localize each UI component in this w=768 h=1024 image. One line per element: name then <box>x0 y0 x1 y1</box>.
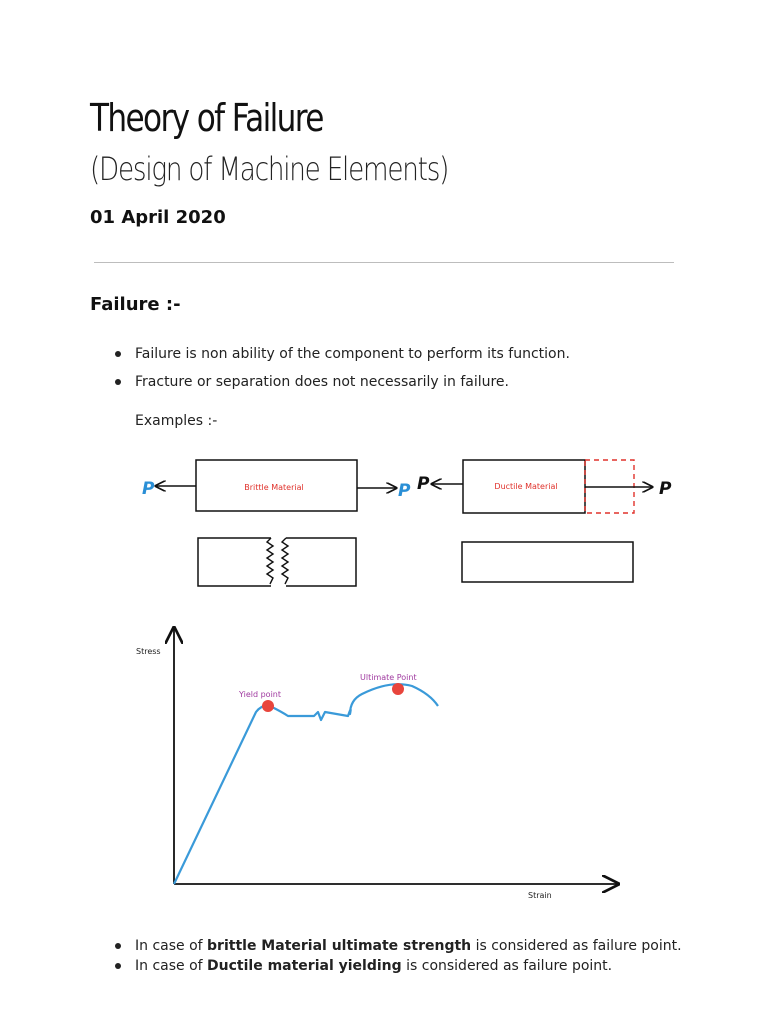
list-item: In case of brittle Material ultimate strength is considered as failure point. <box>112 936 682 956</box>
emphasis: Ductile material yielding <box>207 958 402 974</box>
section-heading: Failure :- <box>90 294 181 315</box>
load-symbol-brittle-right: P <box>398 481 411 501</box>
x-axis-label: Strain <box>528 891 552 900</box>
page-subtitle: (Design of Machine Elements) <box>90 150 449 188</box>
load-symbol-brittle-left: P <box>142 479 155 499</box>
yield-point-marker <box>262 700 274 712</box>
conclusion-list <box>112 936 682 976</box>
page-date: 01 April 2020 <box>90 207 226 228</box>
yield-point-label: Yield point <box>239 690 281 699</box>
stress-strain-curve <box>174 684 438 884</box>
ultimate-point-marker <box>392 683 404 695</box>
brittle-material-label: Brittle Material <box>244 483 304 492</box>
list-item: Failure is non ability of the component to perform its function. <box>112 344 570 372</box>
page-title: Theory of Failure <box>90 96 323 140</box>
ultimate-point-label: Ultimate Point <box>360 673 417 682</box>
load-symbol-ductile-right: P <box>659 479 672 499</box>
examples-label: Examples :- <box>135 413 218 429</box>
load-symbol-ductile-left: P <box>417 474 430 494</box>
ductile-material-label: Ductile Material <box>494 482 558 491</box>
list-item: In case of Ductile material yielding is considered as failure point. <box>112 956 682 976</box>
emphasis: brittle Material ultimate strength <box>207 938 472 954</box>
list-item: Fracture or separation does not necessarily in failure. <box>112 372 570 400</box>
y-axis-label: Stress <box>136 647 161 656</box>
